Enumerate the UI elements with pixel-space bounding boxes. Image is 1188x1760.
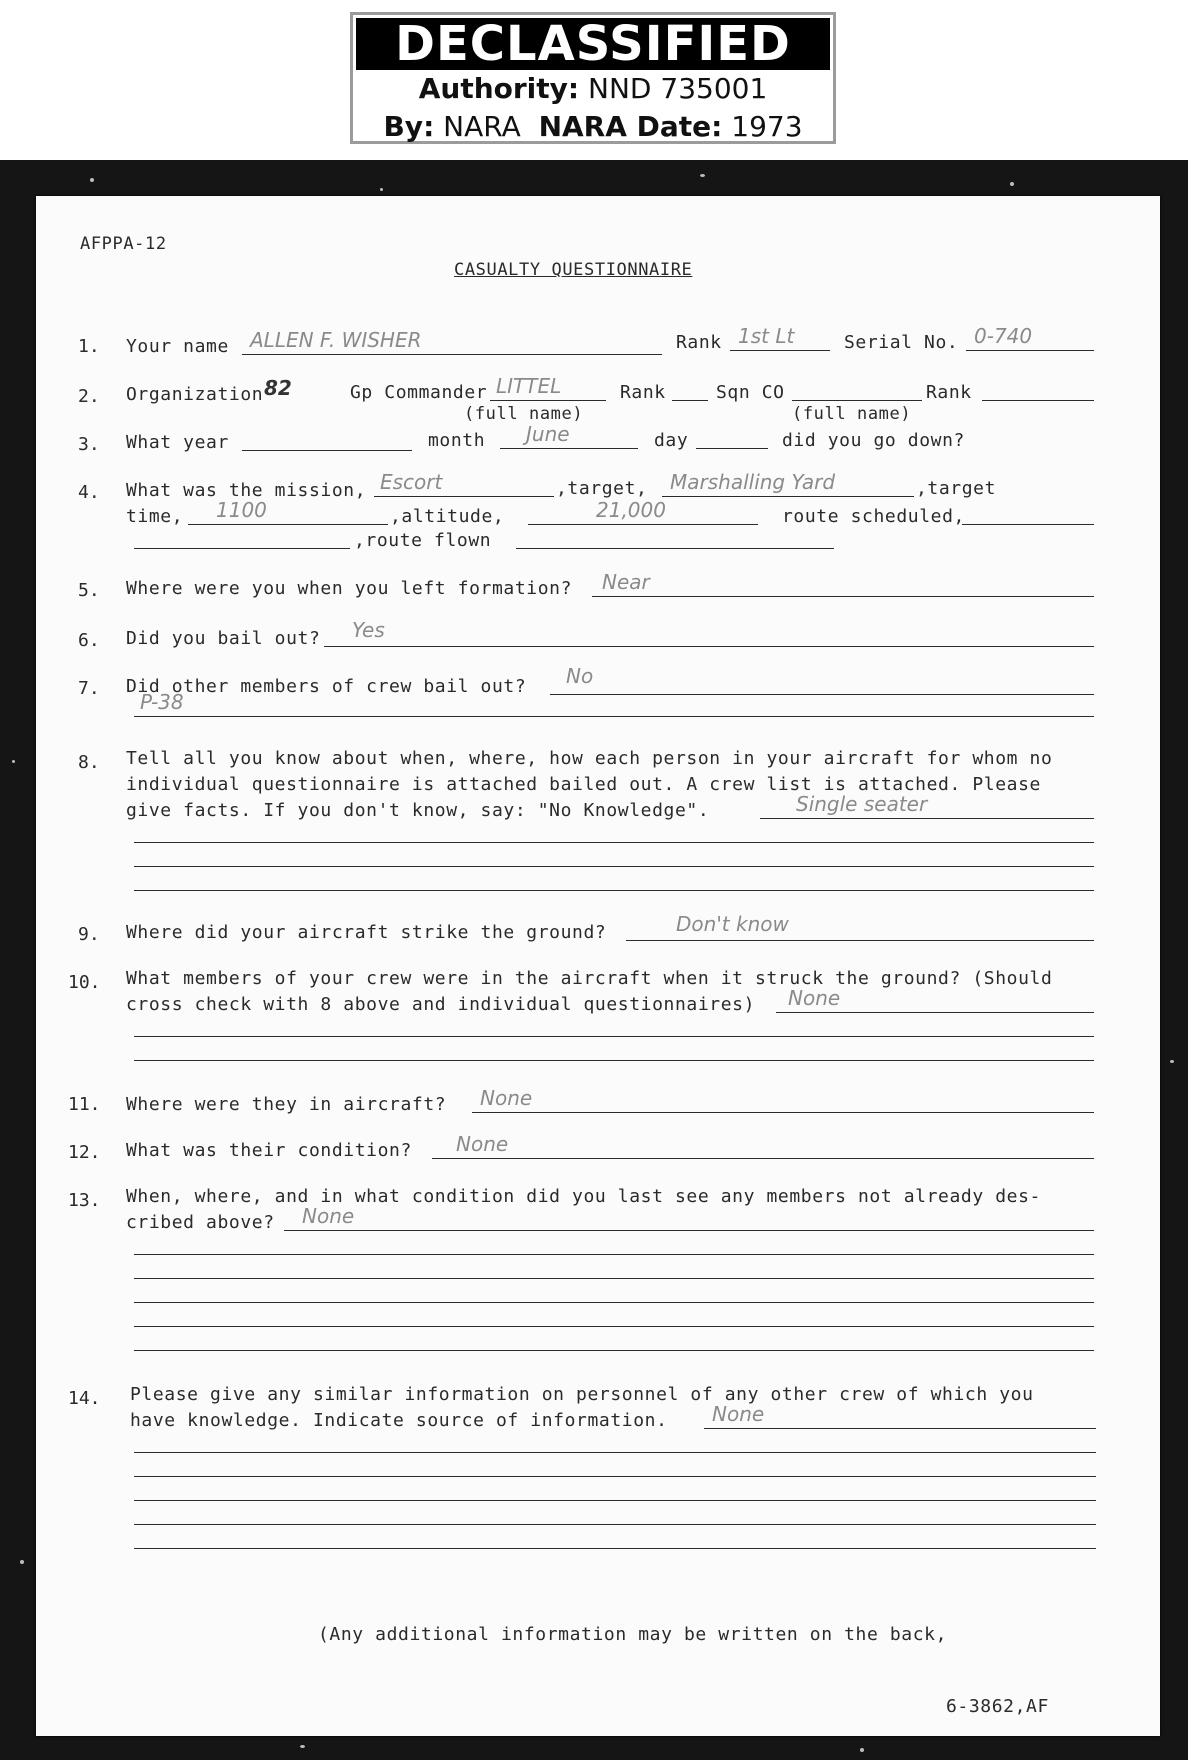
stamp-title: DECLASSIFIED (356, 18, 830, 70)
q13-number: 13. (68, 1190, 101, 1211)
q14-answer-line-2 (134, 1452, 1096, 1453)
q10-value: None (788, 986, 841, 1010)
q14-number: 14. (68, 1388, 101, 1409)
q14-answer-line-6 (134, 1548, 1096, 1549)
q3-label: What year (126, 432, 229, 453)
q1-serial-value: 0-740 (974, 324, 1033, 348)
q4-route-line-a (134, 548, 350, 549)
q4-line2-c: route scheduled, (782, 506, 965, 527)
q11-label: Where were they in aircraft? (126, 1094, 447, 1115)
q4-line2-b: ,altitude, (390, 506, 505, 527)
q3-tail: did you go down? (782, 430, 965, 451)
q6-number: 6. (78, 630, 100, 651)
form-title: CASUALTY QUESTIONNAIRE (454, 260, 693, 280)
q2-number: 2. (78, 386, 100, 407)
stamp-authority: Authority: NND 735001 (418, 72, 768, 105)
q4-time-line (188, 524, 388, 525)
q2-gp-label: Gp Commander (350, 382, 488, 403)
q2-label: Organization (126, 384, 264, 405)
scan-speck (20, 1560, 24, 1564)
q9-value: Don't know (676, 912, 789, 936)
scan-speck (700, 174, 705, 177)
q13-answer-line-4 (134, 1302, 1094, 1303)
q1-rank-label: Rank (676, 332, 722, 353)
q2-sqn-line (792, 400, 922, 401)
q4-mission-value: Escort (380, 470, 443, 494)
q7-line-2 (134, 716, 1094, 717)
q10-answer-line-2 (134, 1036, 1094, 1037)
q14-value: None (712, 1402, 765, 1426)
q4-route-flown-line (516, 548, 834, 549)
q4-mission-line (374, 496, 554, 497)
q10-line1: What members of your crew were in the aircraft when it struck the ground? (Should (126, 968, 1053, 989)
q4-line1-b: ,target, (556, 478, 648, 499)
q11-line (472, 1112, 1094, 1113)
q2-sqn-label: Sqn CO (716, 382, 785, 403)
q1-label: Your name (126, 336, 229, 357)
q3-month-value: June (526, 422, 570, 446)
declassified-stamp (350, 12, 836, 144)
q7-value-1: No (566, 664, 594, 688)
q12-line (432, 1158, 1094, 1159)
q12-value: None (456, 1132, 509, 1156)
q13-answer-line-6 (134, 1350, 1094, 1351)
q14-answer-line-5 (134, 1524, 1096, 1525)
q8-line2: individual questionnaire is attached bailed out. A crew list is attached. Please (126, 774, 1041, 795)
q8-value: Single seater (796, 792, 928, 816)
q2-rank-label: Rank (620, 382, 666, 403)
q11-value: None (480, 1086, 533, 1110)
q14-answer-line-4 (134, 1500, 1096, 1501)
q12-label: What was their condition? (126, 1140, 412, 1161)
q1-name-value: ALLEN F. WISHER (250, 328, 422, 352)
q3-number: 3. (78, 434, 100, 455)
q8-line1: Tell all you know about when, where, how each person in your aircraft for whom no (126, 748, 1053, 769)
q3-year-line (242, 450, 412, 451)
q11-number: 11. (68, 1094, 101, 1115)
q10-answer-line-1 (776, 1012, 1094, 1013)
q1-serial-label: Serial No. (844, 332, 959, 353)
q6-value: Yes (352, 618, 385, 642)
q2-gp-value: LITTEL (496, 374, 562, 398)
form-number: 6-3862,AF (946, 1696, 1049, 1717)
q13-line1: When, where, and in what condition did you last see any members not already des- (126, 1186, 1041, 1207)
q6-line (324, 646, 1094, 647)
q8-answer-line-1 (760, 818, 1094, 819)
q2-gp-line (490, 400, 606, 401)
stamp-by: By: NARA NARA Date: 1973 (383, 110, 803, 143)
q2-rank2-line (982, 400, 1094, 401)
q2-full-name-1: (full name) (464, 404, 584, 424)
q8-number: 8. (78, 752, 100, 773)
q4-time-value: 1100 (216, 498, 267, 522)
q13-answer-line-1 (284, 1230, 1094, 1231)
q10-line2: cross check with 8 above and individual questionnaires) (126, 994, 756, 1015)
q4-line3: ,route flown (354, 530, 492, 551)
q10-answer-line-3 (134, 1060, 1094, 1061)
q4-line1-a: What was the mission, (126, 480, 367, 501)
q14-line2: have knowledge. Indicate source of information. (130, 1410, 668, 1431)
questionnaire-page (36, 196, 1160, 1736)
q6-label: Did you bail out? (126, 628, 321, 649)
q2-rank-line (672, 400, 708, 401)
q2-rank2-label: Rank (926, 382, 972, 403)
q4-target-value: Marshalling Yard (670, 470, 836, 494)
q12-number: 12. (68, 1142, 101, 1163)
q4-altitude-value: 21,000 (596, 498, 666, 522)
q4-route-sched-line (962, 524, 1094, 525)
q8-answer-line-3 (134, 866, 1094, 867)
q4-altitude-line (528, 524, 758, 525)
q4-line1-c: ,target (916, 478, 997, 499)
q4-target-line (662, 496, 914, 497)
q1-name-line (242, 354, 662, 355)
q3-month-label: month (428, 430, 486, 451)
q14-answer-line-3 (134, 1476, 1096, 1477)
q13-answer-line-3 (134, 1278, 1094, 1279)
q7-number: 7. (78, 678, 100, 699)
q8-answer-line-2 (134, 842, 1094, 843)
q7-line-1 (550, 694, 1094, 695)
q10-number: 10. (68, 972, 101, 993)
q3-day-label: day (654, 430, 689, 451)
q13-answer-line-2 (134, 1254, 1094, 1255)
q5-label: Where were you when you left formation? (126, 578, 573, 599)
footer-note: (Any additional information may be written on the back, (318, 1624, 948, 1645)
q1-rank-value: 1st Lt (738, 324, 795, 348)
q1-number: 1. (78, 336, 100, 357)
q5-number: 5. (78, 580, 100, 601)
scan-speck (12, 760, 15, 763)
q2-full-name-2: (full name) (792, 404, 912, 424)
scan-speck (300, 1745, 305, 1748)
scan-speck (860, 1748, 864, 1752)
q5-value: Near (602, 570, 650, 594)
q1-serial-line (966, 350, 1094, 351)
q9-line (626, 940, 1094, 941)
scan-speck (1170, 1060, 1174, 1063)
q8-answer-line-4 (134, 890, 1094, 891)
q13-value: None (302, 1204, 355, 1228)
q3-day-line (696, 448, 768, 449)
q8-line3: give facts. If you don't know, say: "No Knowledge". (126, 800, 710, 821)
q13-answer-line-5 (134, 1326, 1094, 1327)
scan-speck (1010, 182, 1014, 186)
q9-number: 9. (78, 924, 100, 945)
q5-line (592, 596, 1094, 597)
q4-line2-a: time, (126, 506, 184, 527)
q1-rank-line (730, 350, 830, 351)
q2-org-value: 82 (264, 376, 292, 400)
q7-label: Did other members of crew bail out? (126, 676, 527, 697)
q7-value-2: P-38 (140, 690, 184, 714)
q9-label: Where did your aircraft strike the ground? (126, 922, 607, 943)
q13-line2: cribed above? (126, 1212, 275, 1233)
q3-month-line (500, 448, 638, 449)
q14-line1: Please give any similar information on personnel of any other crew of which you (130, 1384, 1034, 1405)
q4-number: 4. (78, 482, 100, 503)
scan-speck (380, 188, 383, 191)
form-id: AFPPA-12 (80, 234, 167, 254)
q14-answer-line-1 (704, 1428, 1096, 1429)
scan-speck (90, 178, 94, 182)
